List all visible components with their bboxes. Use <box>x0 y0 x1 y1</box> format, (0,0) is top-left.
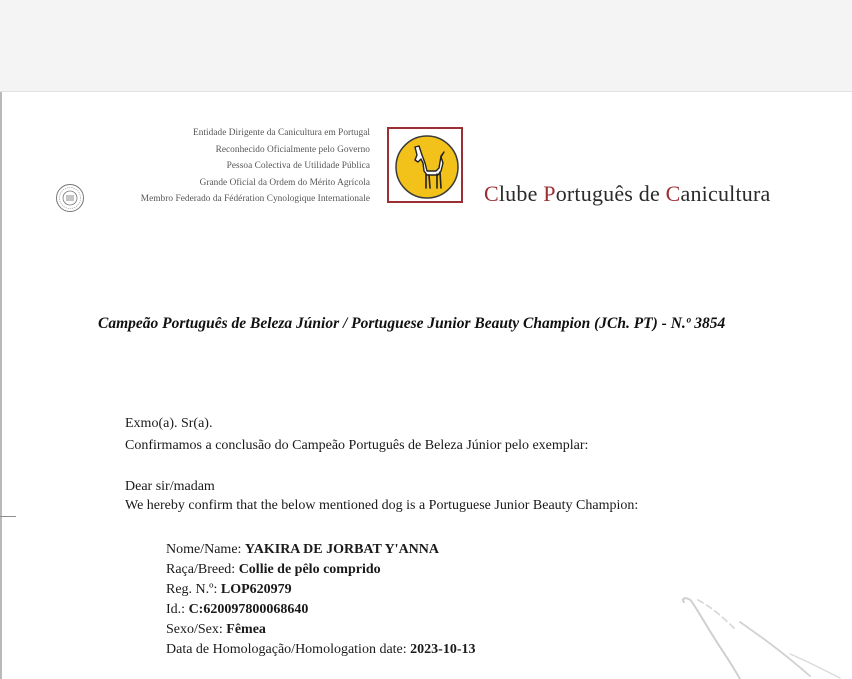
field-label: Reg. N.º: <box>166 582 218 597</box>
dog-name-value: YAKIRA DE JORBAT Y'ANNA <box>244 542 440 557</box>
club-name-initial: C <box>665 181 681 206</box>
dog-silhouette-icon <box>393 133 461 201</box>
entity-line: Entidade Dirigente da Canicultura em Portugal <box>192 128 370 138</box>
greeting-pt: Exmo(a). Sr(a). <box>125 416 213 431</box>
page-left-border <box>0 92 2 679</box>
dog-id-value: C:620097800068640 <box>188 602 309 617</box>
dog-reg-value: LOP620979 <box>220 582 292 597</box>
dog-breed-row <box>166 560 475 580</box>
club-name-part: anicultura <box>680 181 771 206</box>
confirmation-pt: Confirmamos a conclusão do Campeão Português de Beleza Júnior pelo exemplar: <box>125 438 589 453</box>
entity-line: Membro Federado da Fédération Cynologique Internationale <box>140 194 370 204</box>
dog-name-row <box>166 540 475 560</box>
signature-image <box>670 592 852 679</box>
dog-date-row <box>166 640 475 660</box>
dog-breed-value: Collie de pêlo comprido <box>238 562 381 577</box>
page-margin-mark <box>0 516 16 517</box>
viewer-top-bar <box>0 0 852 91</box>
page-edge <box>0 91 852 92</box>
greeting-en: Dear sir/madam <box>125 479 215 494</box>
entity-line: Reconhecido Oficialmente pelo Governo <box>215 144 370 155</box>
entity-line: Pessoa Colectiva de Utilidade Pública <box>226 161 370 171</box>
club-name-initial: C <box>484 181 499 206</box>
entity-line: Grande Oficial da Ordem do Mérito Agrícola <box>199 177 370 188</box>
certificate-title: Campeão Português de Beleza Júnior / Portuguese Junior Beauty Champion (JCh. PT) - N.º 3854 <box>98 315 726 332</box>
field-label: Nome/Name: <box>166 542 242 557</box>
club-logo <box>387 127 463 203</box>
club-name <box>484 181 770 207</box>
dog-sex-value: Fêmea <box>226 622 266 637</box>
club-name-part: lube <box>498 181 544 206</box>
dog-id-row <box>166 600 475 620</box>
dog-details <box>166 540 475 660</box>
confirmation-en: We hereby confirm that the below mentioned dog is a Portuguese Junior Beauty Champion: <box>125 498 639 513</box>
field-label: Raça/Breed: <box>166 562 236 577</box>
dog-sex-row <box>166 620 475 640</box>
field-label: Id.: <box>166 602 186 617</box>
club-name-initial: P <box>543 181 556 206</box>
field-label: Sexo/Sex: <box>166 622 223 637</box>
entity-description <box>90 125 370 208</box>
field-label: Data de Homologação/Homologation date: <box>166 642 407 657</box>
club-name-part: ortuguês de <box>555 181 666 206</box>
homologation-date-value: 2023-10-13 <box>410 642 476 657</box>
seal-icon <box>55 183 85 213</box>
dog-reg-row <box>166 580 475 600</box>
